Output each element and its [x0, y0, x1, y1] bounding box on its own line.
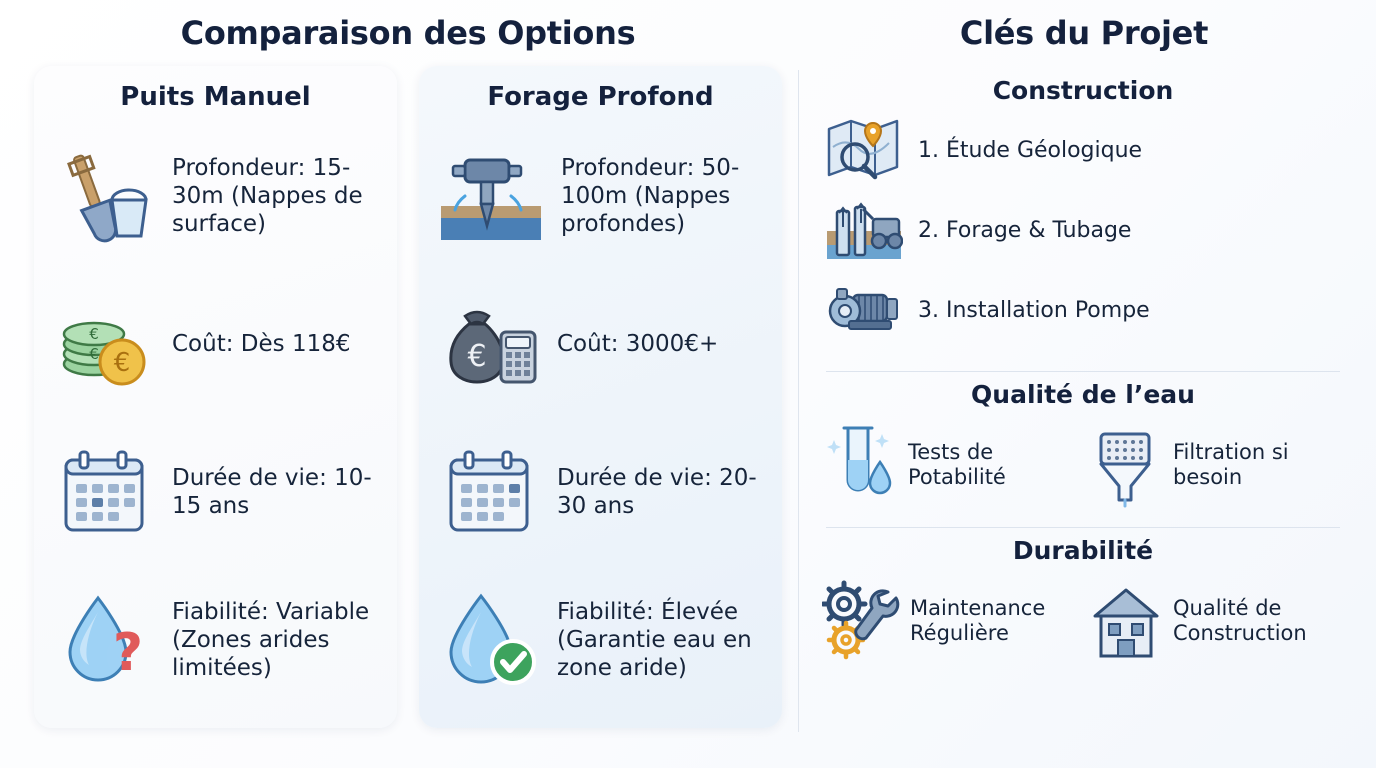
- drill-rig-icon: [435, 142, 547, 250]
- left-section-title: Comparaison des Options: [180, 14, 636, 52]
- card-forage-profond[interactable]: [419, 66, 782, 728]
- test-tube-drop-icon: [822, 419, 900, 511]
- row-text-cout-forage: Coût: 3000€+: [557, 330, 719, 357]
- card-rows-forage: [433, 122, 768, 714]
- step-forage-tubage: [822, 195, 1344, 265]
- project-keys-body: [804, 66, 1358, 768]
- right-section-title: Clés du Projet: [959, 14, 1209, 52]
- row-cout-forage: [433, 288, 768, 400]
- row-text-cout-manuel: Coût: Dès 118€: [172, 330, 351, 357]
- step-etude-geologique: [822, 115, 1344, 185]
- shovel-bucket-icon: [50, 142, 158, 250]
- drilling-casing-icon: [822, 195, 906, 265]
- step-text-etude-geologique: 1. Étude Géologique: [918, 137, 1143, 163]
- block-durabilite: [822, 532, 1344, 667]
- row-text-profondeur-forage: Profondeur: 50-100m (Nappes profondes): [561, 154, 740, 238]
- card-title-forage: Forage Profond: [487, 82, 714, 112]
- pair-row-qualite-eau: [822, 419, 1344, 511]
- step-text-forage-tubage: 2. Forage & Tubage: [918, 217, 1132, 243]
- pair-row-durabilite: [822, 575, 1344, 667]
- block-title-qualite-eau: Qualité de l’eau: [971, 380, 1195, 409]
- pair-text-maintenance: Maintenance Régulière: [910, 595, 1046, 645]
- step-installation-pompe: [822, 275, 1344, 345]
- block-title-construction: Construction: [992, 76, 1174, 105]
- row-duree-forage: [433, 436, 768, 548]
- pump-motor-icon: [822, 275, 906, 345]
- comparison-section: [18, 0, 798, 768]
- row-text-duree-manuel: Durée de vie: 10-15 ans: [172, 464, 372, 519]
- row-text-fiabilite-forage: Fiabilité: Élevée (Garantie eau en zone aride): [557, 598, 752, 682]
- item-qualite-construction: [1087, 575, 1344, 667]
- house-icon: [1087, 575, 1165, 667]
- block-title-durabilite: Durabilité: [1012, 536, 1154, 565]
- row-text-duree-forage: Durée de vie: 20-30 ans: [557, 464, 757, 519]
- divider-1: [826, 371, 1340, 372]
- row-text-fiabilite-manuel: Fiabilité: Variable (Zones arides limitées): [172, 598, 370, 682]
- row-fiabilite-forage: [433, 584, 768, 696]
- svg-text:€: €: [89, 325, 99, 343]
- row-text-profondeur-manuel: Profondeur: 15-30m (Nappes de surface): [172, 154, 363, 238]
- filter-funnel-icon: [1087, 419, 1165, 511]
- row-duree-manuel: [48, 436, 383, 548]
- card-title-manual: Puits Manuel: [120, 82, 311, 112]
- water-drop-check-icon: [435, 586, 543, 694]
- row-profondeur-manuel: [48, 140, 383, 252]
- pair-text-tests-potabilite: Tests de Potabilité: [908, 439, 1006, 489]
- card-rows-manual: [48, 122, 383, 714]
- calendar-icon: [435, 438, 543, 546]
- block-qualite-eau: [822, 376, 1344, 511]
- calendar-icon: [50, 438, 158, 546]
- svg-text:?: ?: [112, 623, 144, 683]
- map-magnifier-icon: [822, 115, 906, 185]
- project-keys-section: [798, 0, 1358, 768]
- money-bag-calculator-icon: [435, 290, 543, 398]
- block-construction: [822, 72, 1344, 355]
- pair-text-qualite-construction: Qualité de Construction: [1173, 595, 1307, 645]
- pair-text-filtration: Filtration si besoin: [1173, 439, 1289, 489]
- gear-wrench-icon: [822, 575, 902, 667]
- svg-text:€: €: [113, 348, 131, 378]
- comparison-cards: [18, 66, 798, 728]
- row-fiabilite-manuel: [48, 584, 383, 696]
- money-coins-icon: [50, 290, 158, 398]
- step-text-installation-pompe: 3. Installation Pompe: [918, 297, 1150, 323]
- svg-text:€: €: [89, 345, 99, 363]
- divider-2: [826, 527, 1340, 528]
- item-tests-potabilite: [822, 419, 1079, 511]
- svg-text:€: €: [467, 339, 487, 374]
- water-drop-question-icon: [50, 586, 158, 694]
- item-maintenance: [822, 575, 1079, 667]
- card-puits-manuel[interactable]: [34, 66, 397, 728]
- row-profondeur-forage: [433, 140, 768, 252]
- item-filtration: [1087, 419, 1344, 511]
- row-cout-manuel: [48, 288, 383, 400]
